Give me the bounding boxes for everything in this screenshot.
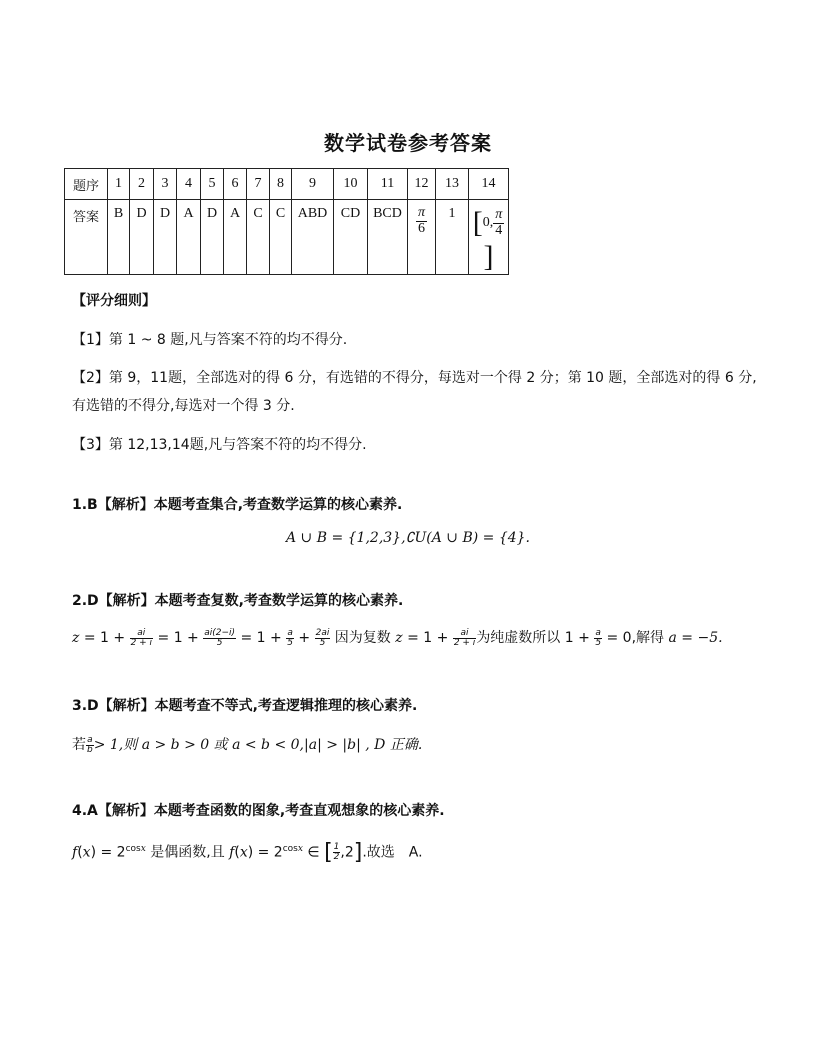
answer-cell: D — [154, 200, 177, 275]
question-number-cell: 3 — [154, 169, 177, 200]
q2-text-mid: 因为复数 — [334, 630, 391, 646]
question-number-cell: 7 — [247, 169, 270, 200]
pi-over-6-fraction: $\frac{\pi}{6}$ — [417, 205, 425, 236]
q4-text-end: .故选 A. — [362, 844, 423, 861]
question-number-cell: 12 — [408, 169, 436, 200]
q4-text-even: 是偶函数,且 — [150, 844, 225, 861]
question-number-cell: 6 — [224, 169, 247, 200]
answer-cell: B — [108, 200, 130, 275]
q2-text-solve: ,解得 — [631, 630, 665, 646]
question-number-cell: 2 — [130, 169, 154, 200]
question-number-cell: 4 — [177, 169, 201, 200]
q3-solution: 若 $\frac{a}{b}$ > 1,则 a > b > 0 或 a < b < 0,|a| > |b| , D 正确. — [72, 734, 423, 755]
header-label-cell: 题序 — [65, 169, 108, 200]
answer-cell: CD — [334, 200, 368, 275]
answer-cell-fraction — [408, 200, 436, 275]
q1-heading: 1.B【解析】本题考查集合,考查数学运算的核心素养. — [72, 497, 403, 513]
interval-0-pi-over-4: [0, $\frac{\pi}{4}$ ] — [472, 206, 503, 273]
q2-text-pure: 为纯虚数所以 — [476, 630, 561, 646]
q2-solution: z = 1 + $\frac{ai}{2 + i}$ = 1 + $\frac{ai(2-i)}{5}$ = 1 + $\frac{a}{5}$ + $\frac{2ai}{5}$ 因为复数 z = 1 + $\frac{ai}{2 + i}$ 为纯虚数所以 1 + $\frac{a}{5}$ = 0,解得 a = −5. — [72, 627, 723, 648]
answer-cell-interval — [469, 200, 509, 275]
answer-cell: A — [177, 200, 201, 275]
question-number-cell: 5 — [201, 169, 224, 200]
question-number-cell: 8 — [270, 169, 292, 200]
q2-result: a = −5. — [668, 630, 723, 646]
answer-cell: C — [270, 200, 292, 275]
q3-heading: 3.D【解析】本题考查不等式,考查逻辑推理的核心素养. — [72, 698, 418, 714]
rule-1: 【1】第 1 ~ 8 题,凡与答案不符的均不得分. — [72, 332, 348, 348]
answer-cell: 1 — [436, 200, 469, 275]
rule-3: 【3】第 12,13,14题,凡与答案不符的均不得分. — [72, 437, 367, 453]
question-number-cell: 11 — [368, 169, 408, 200]
answer-label-cell: 答案 — [65, 200, 108, 275]
q4-heading: 4.A【解析】本题考查函数的图象,考查直观想象的核心素养. — [72, 803, 445, 819]
q1-formula: A ∪ B = {1,2,3},∁U(A ∪ B) = {4}. — [285, 530, 530, 546]
question-number-cell: 14 — [469, 169, 509, 200]
q3-body: > 1,则 a > b > 0 或 a < b < 0,|a| > |b| , D 正确. — [93, 737, 423, 753]
rule-2-line-2: 有选错的不得分,每选对一个得 3 分. — [72, 398, 295, 414]
rules-heading: 【评分细则】 — [72, 293, 156, 309]
table-header-row — [65, 169, 509, 200]
q4-solution: $f(x) = 2^{cosx}$ 是偶函数,且 $f(x) = 2^{cosx}$ ∈ [ $\frac{1}{2}$ ,2].故选 A. — [72, 840, 423, 865]
answer-cell: D — [130, 200, 154, 275]
answer-cell: BCD — [368, 200, 408, 275]
q2-heading: 2.D【解析】本题考查复数,考查数学运算的核心素养. — [72, 593, 404, 609]
answer-cell: A — [224, 200, 247, 275]
question-number-cell: 9 — [292, 169, 334, 200]
rule-2-line-1: 【2】第 9，11题，全部选对的得 6 分，有选错的不得分，每选对一个得 2 分；第 10 题，全部选对的得 6 分, — [72, 370, 757, 386]
table-answer-row — [65, 200, 509, 275]
answer-cell: D — [201, 200, 224, 275]
question-number-cell: 10 — [334, 169, 368, 200]
page-title: 数学试卷参考答案 — [324, 131, 492, 155]
question-number-cell: 13 — [436, 169, 469, 200]
q3-prefix: 若 — [72, 737, 86, 753]
answer-cell: C — [247, 200, 270, 275]
answer-table — [64, 168, 509, 275]
answer-cell: ABD — [292, 200, 334, 275]
question-number-cell: 1 — [108, 169, 130, 200]
